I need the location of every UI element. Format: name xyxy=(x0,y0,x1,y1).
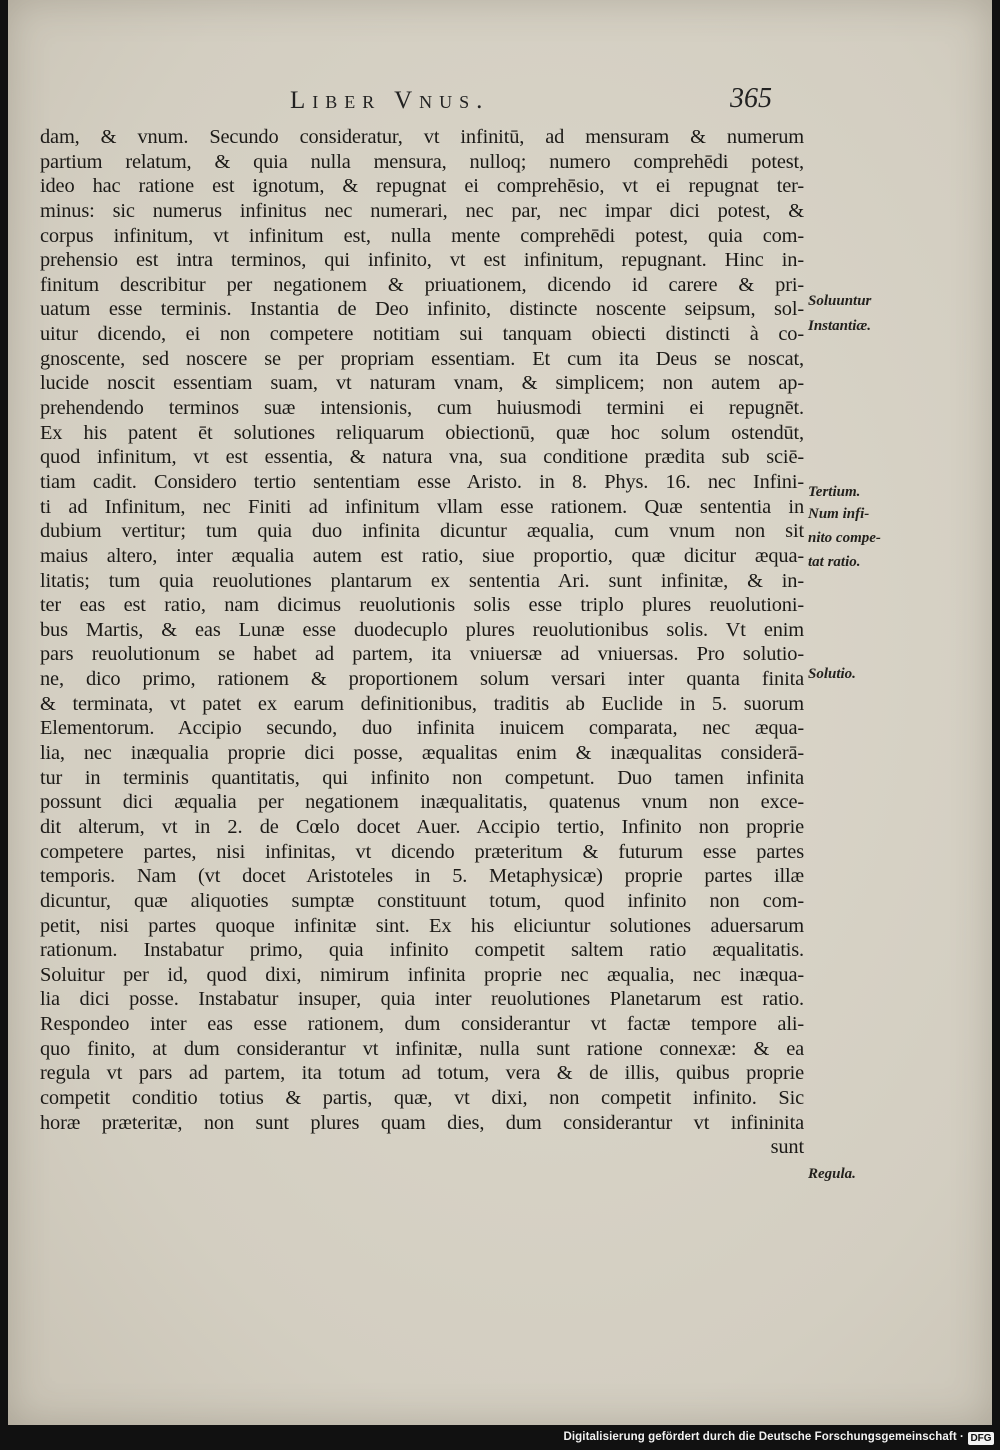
text-line: prehendendo terminos suæ intensionis, cum huiusmodi termini ei repugnēt. xyxy=(40,397,804,420)
margin-note-soluuntur: Soluuntur xyxy=(808,293,872,309)
page-number: 365 xyxy=(730,83,772,114)
text-line: partium relatum, & quia nulla mensura, nulloq; numero comprehēdi potest, xyxy=(40,150,804,173)
text-line: gnoscente, sed noscere se per propriam essentiam. Et cum ita Deus se noscat, xyxy=(40,347,804,370)
margin-note-tertium: Tertium. xyxy=(808,484,861,500)
margin-note-solutio: Solutio. xyxy=(808,666,856,682)
text-line: quo finito, at dum considerantur vt infinitæ, nulla sunt ratione connexæ: & ea xyxy=(40,1037,804,1060)
text-line: corpus infinitum, vt infinitum est, nulla mente comprehēdi potest, quia com- xyxy=(40,224,804,247)
text-line: competit conditio totius & partis, quæ, vt dixi, non competit infinito. Sic xyxy=(40,1086,804,1109)
text-line: possunt dici æqualia per negationem inæqualitatis, quatenus vnum non exce- xyxy=(40,791,804,814)
margin-note-num-infi: Num infi- xyxy=(808,506,870,522)
text-line: ne, dico primo, rationem & proportionem solum versari inter quanta finita xyxy=(40,668,804,691)
text-line: Respondeo inter eas esse rationem, dum considerantur vt factæ tempore ali- xyxy=(40,1013,804,1036)
text-line: lia dici posse. Instabatur insuper, quia inter reuolutiones Planetarum est ratio. xyxy=(40,988,804,1011)
running-title: Liber Vnus. xyxy=(290,87,490,114)
text-line: prehensio est intra terminos, qui infinito, vt est infinitum, repugnant. Hinc in- xyxy=(40,249,804,272)
text-line: minus: sic numerus infinitus nec numerari, nec par, nec impar dici potest, & xyxy=(40,199,804,222)
body-text xyxy=(40,125,804,1160)
margin-note-tat-ratio: tat ratio. xyxy=(808,554,861,570)
text-line: uatum esse terminis. Instantia de Deo infinito, distincte noscente seipsum, sol- xyxy=(40,298,804,321)
text-line: & terminata, vt patet ex earum definitionibus, traditis ab Euclide in 5. suorum xyxy=(40,692,804,715)
book-page xyxy=(8,0,992,1425)
text-line: tur in terminis quantitatis, qui infinito non competunt. Duo tamen infinita xyxy=(40,766,804,789)
margin-note-instantiae: Instantiæ. xyxy=(808,318,871,334)
text-line: litatis; tum quia reuolutiones plantarum ex sententia Ari. sunt infinitæ, & in- xyxy=(40,569,804,592)
text-line: quod infinitum, vt est essentia, & natura vna, sua conditione prædita sub sciē- xyxy=(40,446,804,469)
text-line: lia, nec inæqualia proprie dici posse, æqualitas enim & inæqualitas considerā- xyxy=(40,742,804,765)
footer-credit: Digitalisierung gefördert durch die Deutsche Forschungsgemeinschaft · xyxy=(563,1431,964,1443)
text-line: lucide noscit essentiam suam, vt naturam vnam, & simplicem; non autem ap- xyxy=(40,372,804,395)
text-line: ter eas est ratio, nam dicimus reuolutionis solis esse triplo plures reuolutioni- xyxy=(40,594,804,617)
text-line: Elementorum. Accipio secundo, duo infinita inuicem comparata, nec æqua- xyxy=(40,717,804,740)
text-line: competere partes, nisi infinitas, vt dicendo præteritum & futurum esse partes xyxy=(40,840,804,863)
dfg-logo: DFG xyxy=(968,1432,994,1445)
text-line: petit, nisi partes quoque infinitæ sint. Ex his eliciuntur solutiones aduersarum xyxy=(40,914,804,937)
text-line: horæ præteritæ, non sunt plures quam dies, dum considerantur vt infininita xyxy=(40,1111,804,1134)
text-line: rationum. Instabatur primo, quia infinito competit saltem ratio æqualitatis. xyxy=(40,939,804,962)
margin-note-regula: Regula. xyxy=(808,1166,856,1182)
text-line: dicuntur, quæ aliquoties sumptæ constituunt totum, quod infinito non com- xyxy=(40,889,804,912)
footer-bar xyxy=(0,1428,1000,1450)
text-line: pars reuolutionum se habet ad partem, ita vniuersæ ad vniuersas. Pro solutio- xyxy=(40,643,804,666)
text-line: dam, & vnum. Secundo consideratur, vt infinitū, ad mensuram & numerum xyxy=(40,126,804,148)
text-line: finitum describitur per negationem & priuationem, dicendo id carere & pri- xyxy=(40,273,804,296)
text-line: Ex his patent ēt solutiones reliquarum obiectionū, quæ hoc solum ostendūt, xyxy=(40,421,804,444)
text-line: ti ad Infinitum, nec Finiti ad infinitum vllam esse rationem. Quæ sententia in xyxy=(40,495,804,518)
text-line: dubium vertitur; tum quia duo infinita dicuntur æqualia, cum vnum non sit xyxy=(40,520,804,543)
text-line: ideo hac ratione est ignotum, & repugnat ei comprehēsio, vt ei repugnat ter- xyxy=(40,175,804,198)
running-head xyxy=(8,83,992,119)
text-line: sunt xyxy=(770,1136,804,1159)
text-line: Soluitur per id, quod dixi, nimirum infinita proprie nec æqualia, nec inæqua- xyxy=(40,963,804,986)
text-line: uitur dicendo, ei non competere notitiam sui tanquam obiecti distincti à co- xyxy=(40,323,804,346)
text-line: maius altero, inter æqualia autem est ratio, siue proportio, quæ dicitur æqua- xyxy=(40,544,804,567)
text-line: tiam cadit. Considero tertio sententiam esse Aristo. in 8. Phys. 16. nec Infini- xyxy=(40,470,804,493)
margin-note-nito-compe: nito compe- xyxy=(808,530,881,546)
text-line: temporis. Nam (vt docet Aristoteles in 5. Metaphysicæ) proprie partes illæ xyxy=(40,865,804,888)
text-line: regula vt pars ad partem, ita totum ad totum, vera & de illis, quibus proprie xyxy=(40,1062,804,1085)
text-line: dit alterum, vt in 2. de Cœlo docet Auer. Accipio tertio, Infinito non proprie xyxy=(40,815,804,838)
text-line: bus Martis, & eas Lunæ esse duodecuplo plures reuolutionibus solis. Vt enim xyxy=(40,618,804,641)
